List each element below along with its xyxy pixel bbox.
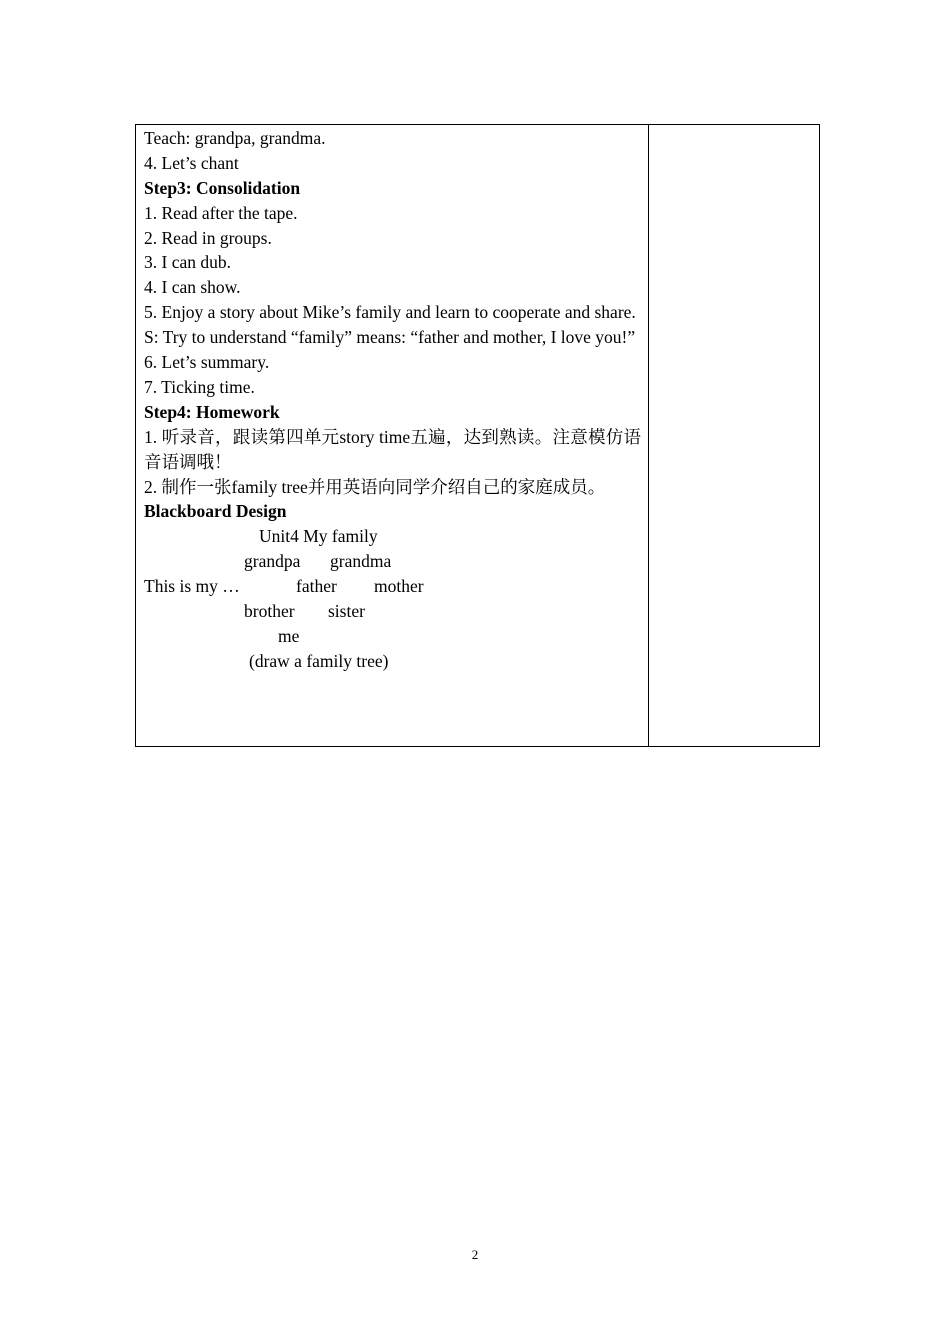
blackboard-word: grandpa (244, 551, 301, 572)
homework-item: 2. 制作一张family tree并用英语向同学介绍自己的家庭成员。 (144, 476, 606, 497)
blackboard-design (144, 524, 641, 673)
step3-heading: Step3: Consolidation (144, 177, 301, 198)
lesson-table (135, 124, 820, 747)
blackboard-word: father (296, 576, 337, 597)
step3-item: 7. Ticking time. (144, 376, 255, 397)
blackboard-title: Unit4 My family (259, 526, 378, 547)
blackboard-word: me (278, 625, 300, 646)
blackboard-word: mother (374, 576, 424, 597)
page-number: 2 (471, 1247, 479, 1262)
blackboard-note: (draw a family tree) (249, 650, 389, 671)
step4-heading: Step4: Homework (144, 401, 280, 422)
step3-item: 3. I can dub. (144, 252, 231, 273)
step3-item: 5. Enjoy a story about Mike’s family and learn to cooperate and share. (144, 302, 636, 323)
column-divider (648, 125, 649, 746)
text-line: Teach: grandpa, grandma. (144, 128, 326, 148)
homework-item: 1. 听录音，跟读第四单元story time五遍，达到熟读。注意模仿语音语调哦！ (144, 426, 641, 472)
step3-item: S: Try to understand “family” means: “father and mother, I love you!” (144, 327, 636, 348)
step3-item: 1. Read after the tape. (144, 202, 298, 223)
text-line: 4. Let’s chant (144, 152, 239, 173)
blackboard-heading: Blackboard Design (144, 501, 287, 522)
step3-item: 6. Let’s summary. (144, 352, 270, 373)
blackboard-prefix: This is my … (144, 576, 240, 597)
blackboard-word: grandma (330, 551, 392, 572)
step3-item: 4. I can show. (144, 277, 241, 298)
blackboard-word: sister (328, 601, 365, 622)
step3-item: 2. Read in groups. (144, 227, 272, 248)
lesson-content-cell (144, 126, 641, 674)
blackboard-word: brother (244, 601, 295, 622)
